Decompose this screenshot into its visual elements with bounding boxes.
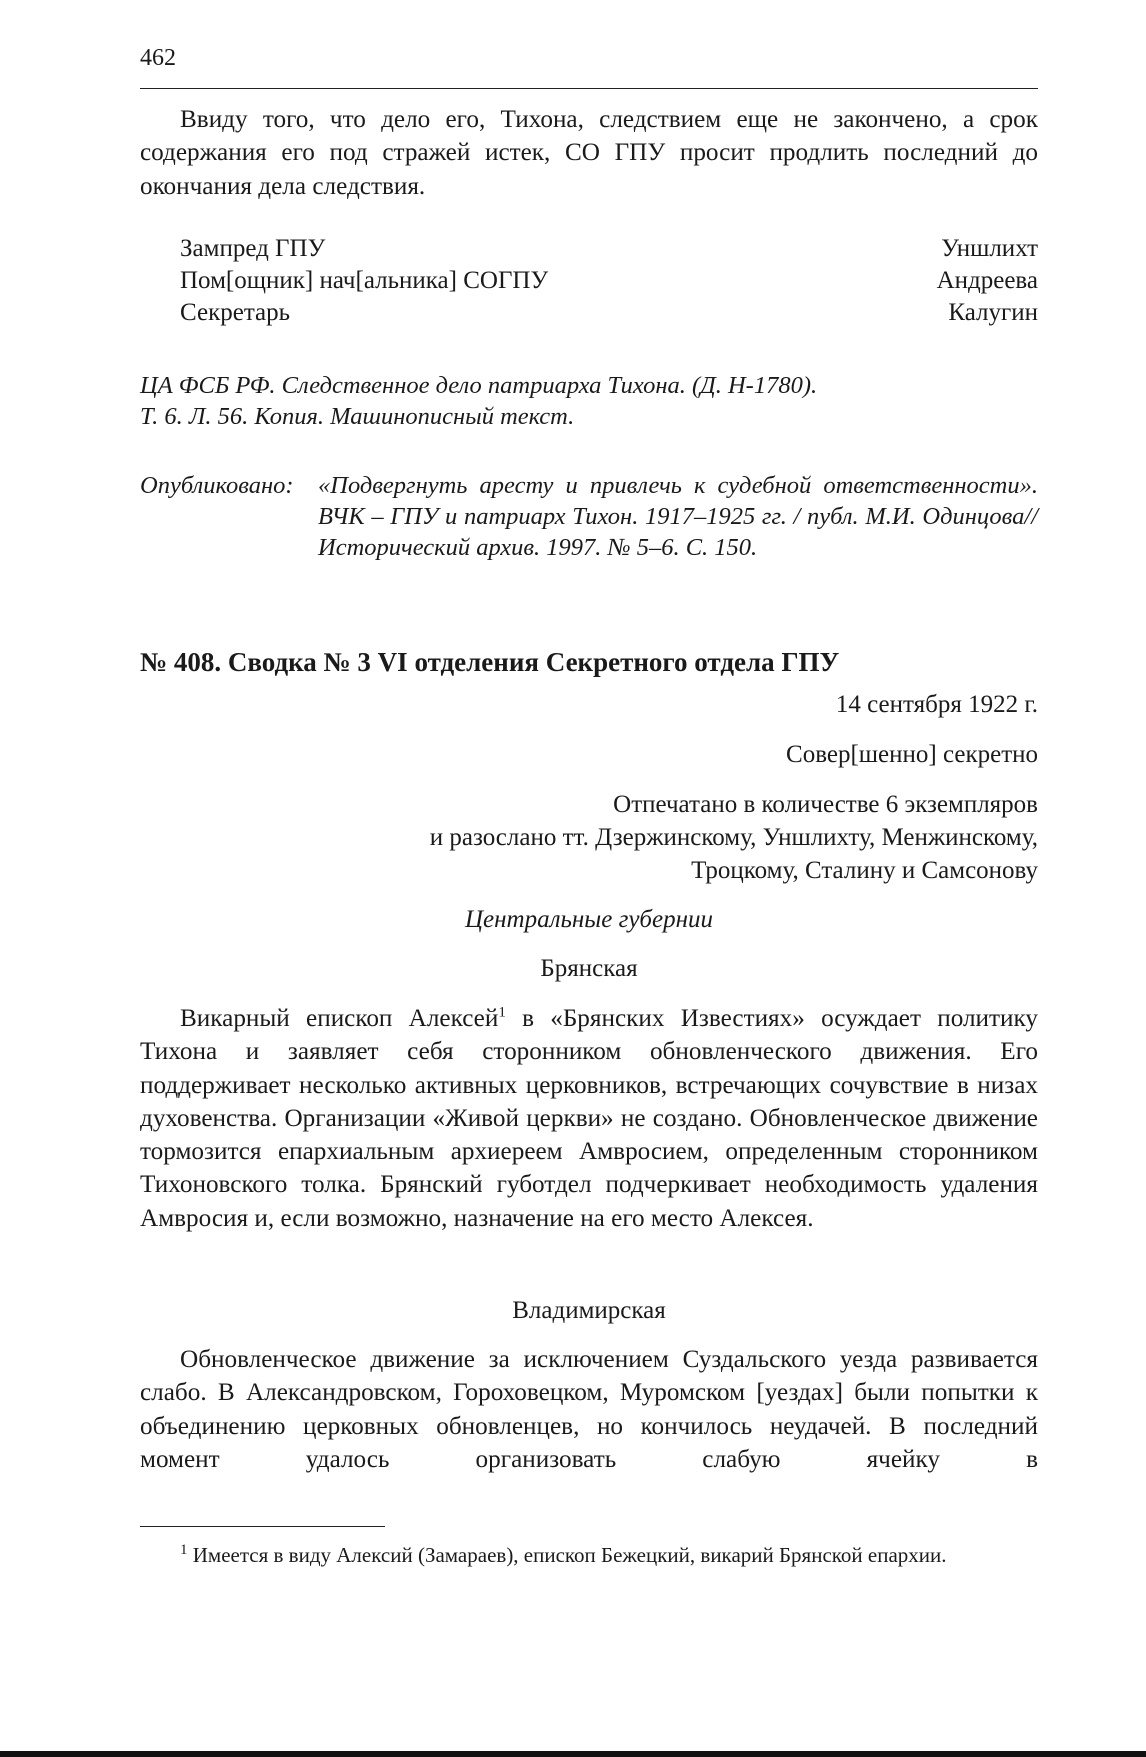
footnote-text: Имеется в виду Алексий (Замараев), епископ Бежецкий, викарий Брянской епархии. xyxy=(187,1543,947,1567)
distribution-line: Отпечатано в количестве 6 экземпляров xyxy=(613,791,1038,818)
document-classification: Совер[шенно] секретно xyxy=(786,741,1038,768)
intro-paragraph: Ввиду того, что дело его, Тихона, следствием еще не закончено, а срок содержания его под стражей истек, СО ГПУ просит продлить последний до окончания дела следствия. xyxy=(140,106,1038,200)
published-reference xyxy=(140,470,1038,563)
distribution-line: и разослано тт. Дзержинскому, Уншлихту, Менжинскому, xyxy=(429,824,1038,851)
region-vladimir-text xyxy=(140,1343,1038,1476)
region-heading-vladimir: Владимирская xyxy=(512,1297,666,1324)
source-line: ЦА ФСБ РФ. Следственное дело патриарха Тихона. (Д. Н-1780). xyxy=(140,372,818,399)
region-bryansk-text xyxy=(140,1002,1038,1235)
region-paragraph: Обновленческое движение за исключением Суздальского уезда развивается слабо. В Александровском, Гороховецком, Муромском [уездах] были попытки к объединению церковных обновленцев, но кончилось неудачей. В последний момент удалось организовать слабую ячейку в xyxy=(140,1346,1038,1473)
footnote-rule xyxy=(140,1526,385,1527)
signature-row xyxy=(140,265,1038,297)
document-date: 14 сентября 1922 г. xyxy=(835,691,1038,718)
section-heading: Центральные губернии xyxy=(465,906,713,933)
signature-name: Уншлихт xyxy=(941,235,1038,262)
signature-role: Секретарь xyxy=(180,299,291,326)
header-rule xyxy=(140,88,1038,89)
signature-row xyxy=(140,233,1038,265)
published-label: Опубликовано: xyxy=(140,472,294,499)
signature-name: Андреева xyxy=(936,267,1038,294)
scan-bottom-edge xyxy=(0,1751,1146,1757)
signature-row xyxy=(140,297,1038,329)
published-text: «Подвергнуть аресту и привлечь к судебной ответственности». ВЧК – ГПУ и патриарх Тихон. 1917–1925 гг. / публ. М.И. Одинцова// Исторический архив. 1997. № 5–6. С. 150. xyxy=(318,472,1038,561)
region-heading-bryansk: Брянская xyxy=(540,955,638,982)
signature-role: Зампред ГПУ xyxy=(180,235,326,262)
source-line: Т. 6. Л. 56. Копия. Машинописный текст. xyxy=(140,403,575,430)
signature-block xyxy=(140,233,1038,329)
intro-block xyxy=(140,103,1038,203)
distribution-note xyxy=(140,788,1038,887)
page-number: 462 xyxy=(140,45,176,71)
distribution-line: Троцкому, Сталину и Самсонову xyxy=(691,857,1038,884)
region-paragraph: Викарный епископ Алексей$^1$ в «Брянских Известиях» осуждает политику Тихона и заявляет себя сторонником обновленческого движения. Его поддерживает несколько активных церковников, встречающих сочувствие в низах духовенства. Организации «Живой церкви» не создано. Обновленческое движение тормозится епархиальным архиереем Амвросием, определенным сторонником Тихоновского толка. Брянский губотдел подчеркивает необходимость удаления Амвросия и, если возможно, назначение на его место Алексея. xyxy=(140,1004,1038,1232)
signature-role: Пом[ощник] нач[альника] СОГПУ xyxy=(180,267,549,294)
document-title: № 408. Сводка № 3 VI отделения Секретного отдела ГПУ xyxy=(140,647,840,677)
archive-source xyxy=(140,370,1038,432)
footnote-marker: 1 xyxy=(180,1542,188,1558)
footnote xyxy=(140,1540,1038,1570)
signature-name: Калугин xyxy=(948,299,1038,326)
footnote-ref: 1 xyxy=(498,1004,506,1021)
